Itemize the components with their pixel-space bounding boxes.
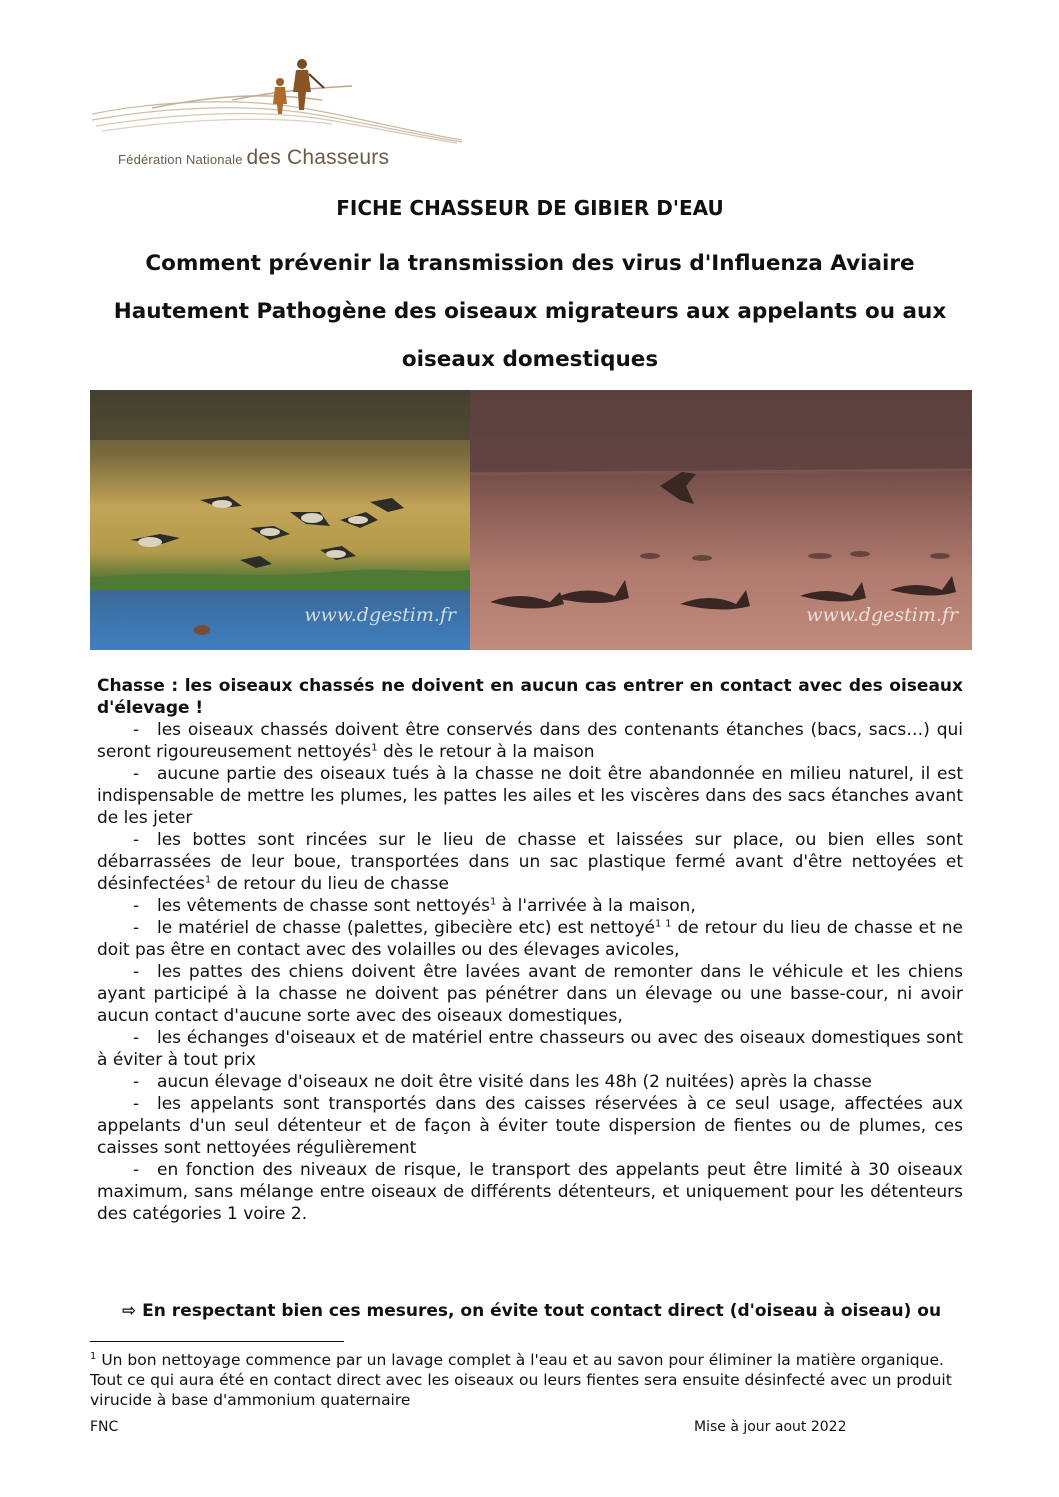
list-item: - les bottes sont rincées sur le lieu de chasse et laissées sur place, ou bien elles sont débarrassées de leur boue, transportées dans un sac plastique fermé avant d'être nettoyées et désinfectées$^1$ de retour du lieu de chasse (97, 830, 963, 894)
list-item-text: les appelants sont transportés dans des caisses réservées à ce seul usage, affectées aux appelants d'un seul détenteur et de façon à éviter toute dispersion de fientes ou de plumes, ces caisses sont nettoyées régulièrement (97, 1094, 963, 1158)
logo-text (118, 146, 389, 170)
list-item-text: aucune partie des oiseaux tués à la chasse ne doit être abandonnée en milieu naturel, il est indispensable de mettre les plumes, les pattes les ailes et les viscères dans des sacs étanches avant de les jeter (97, 764, 963, 828)
conclusion (122, 1301, 964, 1321)
list-item: - en fonction des niveaux de risque, le transport des appelants peut être limité à 30 oiseaux maximum, sans mélange entre oiseaux de différents détenteurs, et uniquement pour les détenteurs des catégories 1 voire 2. (97, 1160, 963, 1224)
photo-left-watermark: www.dgestim.fr (304, 604, 456, 626)
list-item: - les vêtements de chasse sont nettoyés$^1$ à l'arrivée à la maison, (133, 896, 696, 916)
list-item-text: les pattes des chiens doivent être lavées avant de remonter dans le véhicule et les chiens ayant participé à la chasse ne doivent pas pénétrer dans un élevage ou une basse-cour, ni avoir aucun contact d'aucune sorte avec des oiseaux domestiques, (97, 962, 963, 1026)
list-item: - les échanges d'oiseaux et de matériel entre chasseurs ou avec des oiseaux domestiques sont à éviter à tout prix (97, 1028, 963, 1070)
arrow-icon: ⇨ (122, 1301, 137, 1321)
footnote (90, 1350, 960, 1410)
list-item-text-after: à l'arrivée à la maison, (496, 896, 696, 916)
photo-right-watermark: www.dgestim.fr (806, 604, 958, 626)
footnote-text: Un bon nettoyage commence par un lavage complet à l'eau et au savon pour éliminer la matière organique. Tout ce qui aura été en contact direct avec les oiseaux ou leurs fientes sera ensuite désinfecté avec un produit virucide à base d'ammonium quaternaire (90, 1351, 952, 1409)
body-text (97, 675, 963, 1225)
footnote-mark: 1 (90, 1350, 97, 1362)
footnote-ref: 1 (490, 896, 497, 908)
hunters-silhouette-icon (92, 52, 464, 144)
list-item-text: les vêtements de chasse sont nettoyés (157, 896, 491, 916)
logo-text-big: des Chasseurs (246, 146, 390, 169)
list-item-text-after: dès le retour à la maison (377, 742, 595, 762)
lead-paragraph: Chasse : les oiseaux chassés ne doivent en aucun cas entrer en contact avec des oiseaux d'élevage ! (97, 676, 963, 718)
page-title: FICHE CHASSEUR DE GIBIER D'EAU (336, 196, 724, 220)
photo-pintails-on-water (470, 390, 972, 650)
footnote-ref: 1 1 (654, 918, 672, 930)
list-item: - aucune partie des oiseaux tués à la chasse ne doit être abandonnée en milieu naturel, il est indispensable de mettre les plumes, les pattes les ailes et les viscères dans des sacs étanches avant de les jeter (97, 764, 963, 828)
footer-org: FNC (90, 1419, 119, 1435)
logo-text-small: Fédération Nationale (118, 152, 243, 167)
conclusion-text: En respectant bien ces mesures, on évite tout contact direct (d'oiseau à oiseau) ou (142, 1301, 942, 1321)
photo-flying-teals (90, 390, 470, 650)
footnote-ref: 1 (204, 874, 212, 886)
list-item-text: le matériel de chasse (palettes, gibecière etc) est nettoyé (157, 918, 655, 938)
list-item-text: les bottes sont rincées sur le lieu de chasse et laissées sur place, ou bien elles sont débarrassées de leur boue, transportées dans un sac plastique fermé avant d'être nettoyées et désinfectées (97, 830, 963, 894)
list-item: - les oiseaux chassés doivent être conservés dans des contenants étanches (bacs, sacs…) qui seront rigoureusement nettoyés$^1$ dès le retour à la maison (97, 720, 963, 762)
list-item-text: en fonction des niveaux de risque, le transport des appelants peut être limité à 30 oiseaux maximum, sans mélange entre oiseaux de différents détenteurs, et uniquement pour les détenteurs des catégories 1 voire 2. (97, 1160, 963, 1224)
list-item: - les appelants sont transportés dans des caisses réservées à ce seul usage, affectées aux appelants d'un seul détenteur et de façon à éviter toute dispersion de fientes ou de plumes, ces caisses sont nettoyées régulièrement (97, 1094, 963, 1158)
footnote-ref: 1 (371, 742, 378, 754)
list-item-text: les oiseaux chassés doivent être conservés dans des contenants étanches (bacs, sacs…) qui seront rigoureusement nettoyés (97, 720, 963, 762)
page-subtitle: Comment prévenir la transmission des virus d'Influenza Aviaire Hautement Pathogène des oiseaux migrateurs aux appelants ou aux oiseaux domestiques (113, 251, 947, 372)
list-item-text-after: de retour du lieu de chasse et ne doit pas être en contact avec des volailles ou des élevages avicoles, (97, 918, 964, 960)
list-item: - les pattes des chiens doivent être lavées avant de remonter dans le véhicule et les chiens ayant participé à la chasse ne doivent pas pénétrer dans un élevage ou une basse-cour, ni avoir aucun contact d'aucune sorte avec des oiseaux domestiques, (97, 962, 963, 1026)
list-item-text-after: de retour du lieu de chasse (211, 874, 450, 894)
list-item: - aucun élevage d'oiseaux ne doit être visité dans les 48h (2 nuitées) après la chasse (133, 1072, 872, 1092)
footnote-divider (90, 1341, 344, 1342)
list-item: - le matériel de chasse (palettes, gibecière etc) est nettoyé$^{1 1}$ de retour du lieu de chasse et ne doit pas être en contact avec des volailles ou des élevages avicoles, (97, 918, 964, 960)
list-item-text: les échanges d'oiseaux et de matériel entre chasseurs ou avec des oiseaux domestiques sont à éviter à tout prix (97, 1028, 963, 1070)
list-item-text: aucun élevage d'oiseaux ne doit être visité dans les 48h (2 nuitées) après la chasse (157, 1072, 872, 1092)
footer-date: Mise à jour aout 2022 (694, 1419, 847, 1435)
